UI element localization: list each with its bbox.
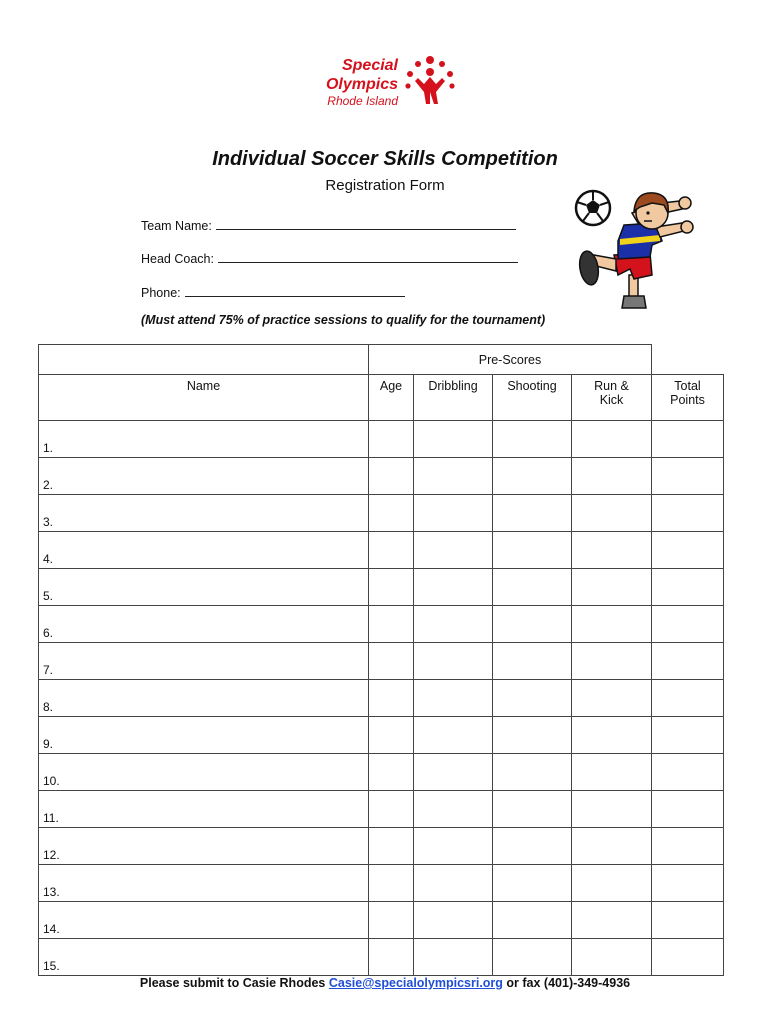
submission-footer [0, 976, 770, 990]
row-name-cell[interactable]: 5. [39, 569, 369, 606]
row-age-cell[interactable] [369, 828, 414, 865]
row-total-points-cell[interactable] [652, 532, 724, 569]
row-dribbling-cell[interactable] [414, 865, 493, 902]
row-run-kick-cell[interactable] [572, 680, 652, 717]
column-header-run-kick: Run & Kick [572, 375, 652, 421]
row-shooting-cell[interactable] [493, 754, 572, 791]
row-dribbling-cell[interactable] [414, 717, 493, 754]
registration-table [38, 344, 724, 976]
logo-line-1: Special [341, 57, 398, 74]
table-header-blank [39, 345, 369, 375]
phone-field [141, 284, 405, 300]
row-total-points-cell[interactable] [652, 606, 724, 643]
row-run-kick-cell[interactable] [572, 754, 652, 791]
row-shooting-cell[interactable] [493, 532, 572, 569]
row-age-cell[interactable] [369, 643, 414, 680]
row-run-kick-cell[interactable] [572, 865, 652, 902]
table-header-corner [652, 345, 724, 375]
row-dribbling-cell[interactable] [414, 606, 493, 643]
row-shooting-cell[interactable] [493, 865, 572, 902]
column-header-name: Name [39, 375, 369, 421]
row-dribbling-cell[interactable] [414, 495, 493, 532]
row-dribbling-cell[interactable] [414, 754, 493, 791]
row-run-kick-cell[interactable] [572, 458, 652, 495]
row-name-cell[interactable]: 10. [39, 754, 369, 791]
row-shooting-cell[interactable] [493, 828, 572, 865]
row-name-cell[interactable]: 7. [39, 643, 369, 680]
row-shooting-cell[interactable] [493, 458, 572, 495]
row-shooting-cell[interactable] [493, 680, 572, 717]
team-name-field [141, 217, 516, 233]
table-row [39, 643, 724, 680]
row-age-cell[interactable] [369, 902, 414, 939]
row-shooting-cell[interactable] [493, 606, 572, 643]
row-age-cell[interactable] [369, 569, 414, 606]
row-run-kick-cell[interactable] [572, 532, 652, 569]
row-name-cell[interactable]: 4. [39, 532, 369, 569]
table-group-header-row [39, 345, 724, 375]
row-dribbling-cell[interactable] [414, 939, 493, 976]
row-name-cell[interactable]: 3. [39, 495, 369, 532]
row-age-cell[interactable] [369, 717, 414, 754]
row-dribbling-cell[interactable] [414, 828, 493, 865]
attendance-notice: (Must attend 75% of practice sessions to qualify for the tournament) [141, 313, 546, 327]
logo-line-3: Rhode Island [327, 94, 398, 108]
table-row [39, 606, 724, 643]
row-name-cell[interactable]: 9. [39, 717, 369, 754]
table-row [39, 902, 724, 939]
row-name-cell[interactable]: 12. [39, 828, 369, 865]
row-name-cell[interactable]: 2. [39, 458, 369, 495]
row-shooting-cell[interactable] [493, 902, 572, 939]
footer-text-after: or fax (401)-349-4936 [506, 976, 631, 990]
head-coach-field [141, 250, 518, 266]
row-age-cell[interactable] [369, 495, 414, 532]
column-header-dribbling: Dribbling [414, 375, 493, 421]
row-total-points-cell[interactable] [652, 865, 724, 902]
special-olympics-logo [310, 52, 460, 112]
row-run-kick-cell[interactable] [572, 717, 652, 754]
row-age-cell[interactable] [369, 865, 414, 902]
row-age-cell[interactable] [369, 680, 414, 717]
row-age-cell[interactable] [369, 532, 414, 569]
column-header-age: Age [369, 375, 414, 421]
table-row [39, 458, 724, 495]
row-shooting-cell[interactable] [493, 939, 572, 976]
row-dribbling-cell[interactable] [414, 421, 493, 458]
table-row [39, 495, 724, 532]
row-run-kick-cell[interactable] [572, 791, 652, 828]
column-header-shooting: Shooting [493, 375, 572, 421]
row-name-cell[interactable]: 15. [39, 939, 369, 976]
table-row [39, 532, 724, 569]
column-header-total-points: Total Points [652, 375, 724, 421]
row-dribbling-cell[interactable] [414, 902, 493, 939]
row-age-cell[interactable] [369, 606, 414, 643]
row-run-kick-cell[interactable] [572, 495, 652, 532]
row-total-points-cell[interactable] [652, 680, 724, 717]
table-row [39, 717, 724, 754]
row-dribbling-cell[interactable] [414, 458, 493, 495]
row-dribbling-cell[interactable] [414, 643, 493, 680]
row-total-points-cell[interactable] [652, 939, 724, 976]
logo-line-2: Olympics [325, 76, 398, 93]
phone-line[interactable] [185, 284, 405, 297]
special-olympics-emblem-icon [402, 54, 458, 110]
row-run-kick-cell[interactable] [572, 828, 652, 865]
head-coach-line[interactable] [218, 250, 518, 263]
row-total-points-cell[interactable] [652, 643, 724, 680]
team-name-label: Team Name: [141, 219, 212, 233]
row-age-cell[interactable] [369, 421, 414, 458]
page-title: Individual Soccer Skills Competition [212, 148, 558, 170]
pre-scores-header: Pre-Scores [369, 345, 652, 375]
row-shooting-cell[interactable] [493, 421, 572, 458]
row-shooting-cell[interactable] [493, 717, 572, 754]
row-name-cell[interactable]: 8. [39, 680, 369, 717]
row-shooting-cell[interactable] [493, 643, 572, 680]
logo-text [310, 56, 398, 108]
row-name-cell[interactable]: 6. [39, 606, 369, 643]
row-age-cell[interactable] [369, 458, 414, 495]
row-dribbling-cell[interactable] [414, 680, 493, 717]
table-row [39, 939, 724, 976]
row-dribbling-cell[interactable] [414, 569, 493, 606]
row-name-cell[interactable]: 1. [39, 421, 369, 458]
table-row [39, 421, 724, 458]
row-name-cell[interactable]: 14. [39, 902, 369, 939]
row-name-cell[interactable]: 13. [39, 865, 369, 902]
row-age-cell[interactable] [369, 754, 414, 791]
row-name-cell[interactable]: 11. [39, 791, 369, 828]
row-total-points-cell[interactable] [652, 828, 724, 865]
row-total-points-cell[interactable] [652, 458, 724, 495]
row-run-kick-cell[interactable] [572, 939, 652, 976]
row-total-points-cell[interactable] [652, 902, 724, 939]
contact-email-link[interactable]: Casie@specialolympicsri.org [328, 976, 503, 990]
page-subtitle: Registration Form [325, 177, 445, 194]
row-run-kick-cell[interactable] [572, 902, 652, 939]
row-total-points-cell[interactable] [652, 754, 724, 791]
row-total-points-cell[interactable] [652, 421, 724, 458]
table-column-header-row [39, 375, 724, 421]
table-row [39, 828, 724, 865]
row-total-points-cell[interactable] [652, 791, 724, 828]
row-total-points-cell[interactable] [652, 717, 724, 754]
row-run-kick-cell[interactable] [572, 606, 652, 643]
row-dribbling-cell[interactable] [414, 791, 493, 828]
footer-text-before: Please submit to Casie Rhodes [139, 976, 326, 990]
table-row [39, 569, 724, 606]
row-run-kick-cell[interactable] [572, 421, 652, 458]
team-name-line[interactable] [216, 217, 516, 230]
row-total-points-cell[interactable] [652, 495, 724, 532]
row-age-cell[interactable] [369, 791, 414, 828]
row-dribbling-cell[interactable] [414, 532, 493, 569]
soccer-player-icon [572, 183, 702, 318]
row-run-kick-cell[interactable] [572, 643, 652, 680]
head-coach-label: Head Coach: [141, 252, 214, 266]
table-row [39, 680, 724, 717]
phone-label: Phone: [141, 286, 181, 300]
row-shooting-cell[interactable] [493, 791, 572, 828]
table-row [39, 865, 724, 902]
row-shooting-cell[interactable] [493, 495, 572, 532]
table-row [39, 754, 724, 791]
row-age-cell[interactable] [369, 939, 414, 976]
row-run-kick-cell[interactable] [572, 569, 652, 606]
table-row [39, 791, 724, 828]
row-total-points-cell[interactable] [652, 569, 724, 606]
row-shooting-cell[interactable] [493, 569, 572, 606]
